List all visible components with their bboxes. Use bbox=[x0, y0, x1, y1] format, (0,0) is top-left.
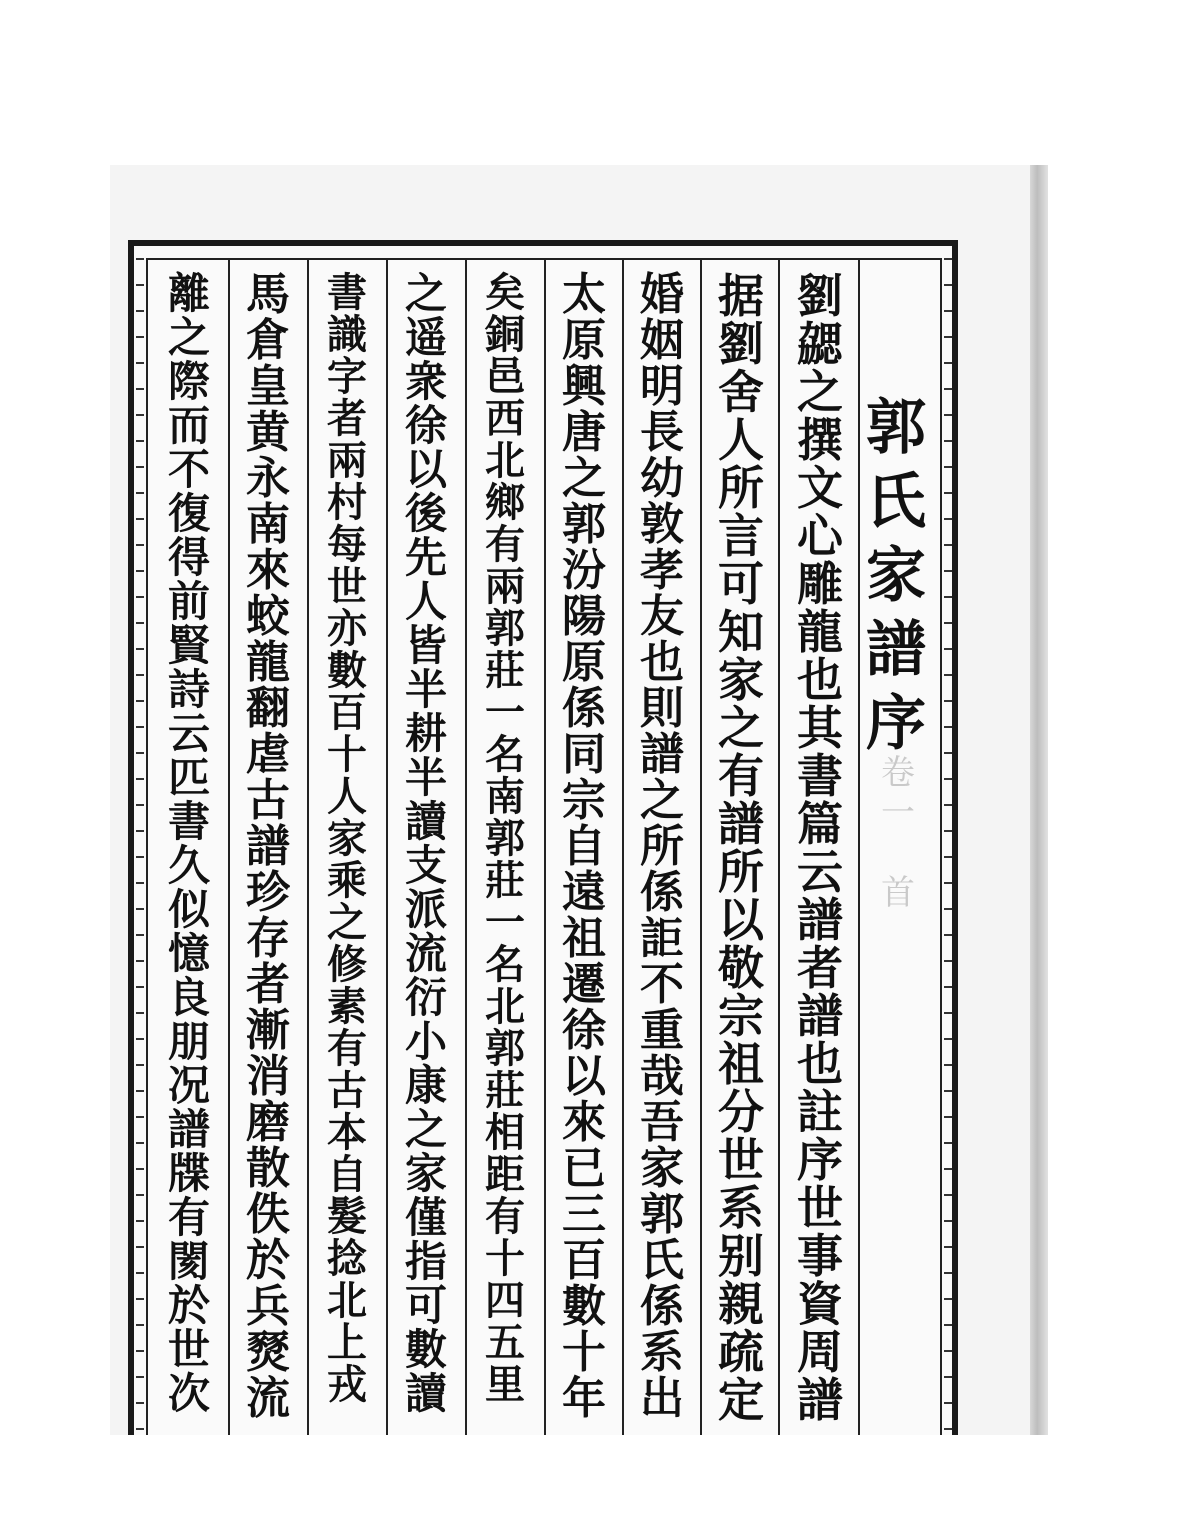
text-character: 譜 bbox=[718, 797, 764, 851]
text-character: 遷 bbox=[562, 959, 606, 1010]
text-character: 郭 bbox=[485, 815, 525, 862]
text-character: 同 bbox=[562, 729, 606, 780]
text-character: 亦 bbox=[327, 605, 367, 652]
text-character: 勰 bbox=[797, 317, 843, 371]
text-character: 家 bbox=[404, 1149, 447, 1198]
text-character: 髮 bbox=[327, 1193, 367, 1240]
text-character: 字 bbox=[327, 353, 367, 400]
text-character: 距 bbox=[485, 1151, 525, 1198]
text-character: 事 bbox=[797, 1229, 843, 1283]
text-character: 之 bbox=[640, 775, 684, 826]
column-rule bbox=[307, 258, 309, 1435]
text-character: 先 bbox=[404, 533, 447, 582]
text-character: 佚 bbox=[246, 1189, 290, 1240]
text-character: 四 bbox=[485, 1277, 525, 1324]
text-character: 也 bbox=[797, 653, 843, 707]
text-character: 敦 bbox=[640, 499, 684, 550]
text-column-4 bbox=[548, 269, 620, 1432]
text-character: 數 bbox=[562, 1281, 606, 1332]
text-character: 兩 bbox=[485, 563, 525, 610]
text-character: 五 bbox=[485, 1319, 525, 1366]
text-character: 之 bbox=[404, 269, 447, 318]
text-character: 良 bbox=[167, 973, 210, 1022]
text-character: 離 bbox=[167, 269, 210, 318]
column-rule bbox=[465, 258, 467, 1435]
text-character: 龍 bbox=[246, 637, 290, 688]
text-character: 雕 bbox=[797, 557, 843, 611]
title-annotation bbox=[878, 745, 918, 913]
text-character: 者 bbox=[327, 395, 367, 442]
text-character: 世 bbox=[167, 1325, 210, 1374]
text-character: 莊 bbox=[485, 857, 525, 904]
text-character: 復 bbox=[167, 489, 210, 538]
text-character: 珍 bbox=[246, 867, 290, 918]
text-character: 疏 bbox=[718, 1325, 764, 1379]
text-character: 宗 bbox=[562, 775, 606, 826]
text-character: 僅 bbox=[404, 1193, 447, 1242]
text-character: 家 bbox=[327, 815, 367, 862]
text-character: 南 bbox=[246, 499, 290, 550]
text-character: 長 bbox=[640, 407, 684, 458]
text-character: 自 bbox=[327, 1151, 367, 1198]
text-character: 消 bbox=[246, 1051, 290, 1102]
text-character: 遥 bbox=[404, 313, 447, 362]
text-column-8 bbox=[232, 269, 304, 1432]
text-character: 則 bbox=[640, 683, 684, 734]
text-character: 系 bbox=[718, 1181, 764, 1235]
text-character: 次 bbox=[167, 1369, 210, 1418]
text-character: 十 bbox=[327, 731, 367, 778]
text-column-7 bbox=[311, 269, 383, 1432]
text-character: 銅 bbox=[485, 311, 525, 358]
text-character: 郭 bbox=[485, 1025, 525, 1072]
text-character: 修 bbox=[327, 941, 367, 988]
text-character: 半 bbox=[404, 753, 447, 802]
text-character: 素 bbox=[327, 983, 367, 1030]
text-character: 憶 bbox=[167, 929, 210, 978]
text-character: 有 bbox=[485, 521, 525, 568]
text-character: 數 bbox=[404, 1325, 447, 1374]
text-column-5 bbox=[469, 269, 541, 1432]
text-character: 篇 bbox=[797, 797, 843, 851]
annotation-character: 卷 bbox=[881, 753, 915, 793]
text-character: 係 bbox=[562, 683, 606, 734]
text-column-3 bbox=[626, 269, 698, 1432]
text-character: 婚 bbox=[640, 269, 684, 320]
text-character: 親 bbox=[718, 1277, 764, 1331]
text-character: 譜 bbox=[797, 893, 843, 947]
text-character: 有 bbox=[485, 1193, 525, 1240]
title-character: 郭 bbox=[866, 393, 926, 463]
text-character: 劉 bbox=[718, 317, 764, 371]
text-character: 重 bbox=[640, 1005, 684, 1056]
text-character: 唐 bbox=[562, 407, 606, 458]
text-character: 知 bbox=[718, 605, 764, 659]
text-character: 康 bbox=[404, 1061, 447, 1110]
text-character: 來 bbox=[246, 545, 290, 596]
text-character: 北 bbox=[485, 437, 525, 484]
text-character: 戎 bbox=[327, 1361, 367, 1408]
text-character: 相 bbox=[485, 1109, 525, 1156]
text-character: 别 bbox=[718, 1229, 764, 1283]
text-character: 流 bbox=[404, 929, 447, 978]
text-character: 指 bbox=[404, 1237, 447, 1286]
text-column-9 bbox=[153, 269, 225, 1432]
text-character: 永 bbox=[246, 453, 290, 504]
text-character: 孝 bbox=[640, 545, 684, 596]
right-margin-ticks bbox=[944, 258, 952, 1435]
text-character: 朋 bbox=[167, 1017, 210, 1066]
text-character: 似 bbox=[167, 885, 210, 934]
text-character: 詎 bbox=[640, 913, 684, 964]
text-character: 以 bbox=[404, 445, 447, 494]
text-character: 敬 bbox=[718, 941, 764, 995]
text-character: 哉 bbox=[640, 1051, 684, 1102]
text-character: 郭 bbox=[640, 1189, 684, 1240]
text-character: 磨 bbox=[246, 1097, 290, 1148]
text-character: 十 bbox=[485, 1235, 525, 1282]
text-character: 皆 bbox=[404, 621, 447, 670]
title-character: 家 bbox=[866, 541, 926, 611]
text-character: 虐 bbox=[246, 729, 290, 780]
left-margin-ticks bbox=[136, 258, 144, 1435]
text-column-2 bbox=[705, 269, 777, 1432]
text-character: 太 bbox=[562, 269, 606, 320]
column-rule bbox=[778, 258, 780, 1435]
column-rule bbox=[228, 258, 230, 1435]
text-character: 所 bbox=[718, 461, 764, 515]
text-character: 祖 bbox=[718, 1037, 764, 1091]
text-character: 心 bbox=[797, 509, 843, 563]
text-column-1 bbox=[784, 269, 856, 1432]
text-character: 邑 bbox=[485, 353, 525, 400]
text-character: 百 bbox=[562, 1235, 606, 1286]
text-character: 衍 bbox=[404, 973, 447, 1022]
document-title bbox=[860, 380, 932, 759]
text-character: 云 bbox=[797, 845, 843, 899]
text-character: 倉 bbox=[246, 315, 290, 366]
text-character: 原 bbox=[562, 637, 606, 688]
text-character: 原 bbox=[562, 315, 606, 366]
text-character: 於 bbox=[246, 1235, 290, 1286]
text-column-6 bbox=[390, 269, 462, 1432]
text-character: 百 bbox=[327, 689, 367, 736]
text-character: 譜 bbox=[167, 1105, 210, 1154]
text-character: 所 bbox=[640, 821, 684, 872]
text-character: 閡 bbox=[167, 1237, 210, 1286]
text-character: 後 bbox=[404, 489, 447, 538]
book-spine-shadow bbox=[1030, 165, 1048, 1435]
text-character: 捻 bbox=[327, 1235, 367, 1282]
text-character: 舍 bbox=[718, 365, 764, 419]
text-character: 已 bbox=[562, 1143, 606, 1194]
text-character: 有 bbox=[167, 1193, 210, 1242]
text-character: 家 bbox=[640, 1143, 684, 1194]
column-rule bbox=[700, 258, 702, 1435]
text-character: 不 bbox=[167, 445, 210, 494]
text-character: 乘 bbox=[327, 857, 367, 904]
text-character: 世 bbox=[718, 1133, 764, 1187]
text-character: 黄 bbox=[246, 407, 290, 458]
text-character: 西 bbox=[485, 395, 525, 442]
text-character: 遠 bbox=[562, 867, 606, 918]
text-character: 匹 bbox=[167, 753, 210, 802]
text-character: 十 bbox=[562, 1327, 606, 1378]
text-character: 前 bbox=[167, 577, 210, 626]
text-character: 云 bbox=[167, 709, 210, 758]
text-character: 古 bbox=[327, 1067, 367, 1114]
text-character: 陽 bbox=[562, 591, 606, 642]
text-character: 徐 bbox=[562, 1005, 606, 1056]
text-character: 友 bbox=[640, 591, 684, 642]
text-character: 村 bbox=[327, 479, 367, 526]
text-character: 兩 bbox=[327, 437, 367, 484]
text-character: 徐 bbox=[404, 401, 447, 450]
text-character: 出 bbox=[640, 1373, 684, 1424]
text-character: 名 bbox=[485, 941, 525, 988]
text-character: 北 bbox=[485, 983, 525, 1030]
text-character: 里 bbox=[485, 1361, 525, 1408]
text-character: 流 bbox=[246, 1373, 290, 1424]
text-character: 系 bbox=[640, 1327, 684, 1378]
text-character: 年 bbox=[562, 1373, 606, 1424]
text-character: 皇 bbox=[246, 361, 290, 412]
text-character: 半 bbox=[404, 665, 447, 714]
text-character: 家 bbox=[718, 653, 764, 707]
text-character: 人 bbox=[327, 773, 367, 820]
text-character: 之 bbox=[404, 1105, 447, 1154]
text-character: 撰 bbox=[797, 413, 843, 467]
text-character: 矣 bbox=[485, 269, 525, 316]
text-character: 詩 bbox=[167, 665, 210, 714]
text-character: 兵 bbox=[246, 1281, 290, 1332]
text-character: 有 bbox=[327, 1025, 367, 1072]
text-character: 譜 bbox=[797, 989, 843, 1043]
text-character: 小 bbox=[404, 1017, 447, 1066]
text-character: 書 bbox=[797, 749, 843, 803]
text-character: 來 bbox=[562, 1097, 606, 1148]
text-character: 莊 bbox=[485, 647, 525, 694]
text-character: 之 bbox=[797, 365, 843, 419]
text-character: 氏 bbox=[640, 1235, 684, 1286]
text-character: 自 bbox=[562, 821, 606, 872]
text-character: 支 bbox=[404, 841, 447, 890]
text-character: 姻 bbox=[640, 315, 684, 366]
text-character: 分 bbox=[718, 1085, 764, 1139]
text-character: 郭 bbox=[485, 605, 525, 652]
text-character: 耕 bbox=[404, 709, 447, 758]
text-character: 幼 bbox=[640, 453, 684, 504]
title-character: 譜 bbox=[866, 615, 926, 685]
text-character: 文 bbox=[797, 461, 843, 515]
text-character: 書 bbox=[327, 269, 367, 316]
text-character: 祖 bbox=[562, 913, 606, 964]
text-character: 衆 bbox=[404, 357, 447, 406]
text-character: 譜 bbox=[246, 821, 290, 872]
text-character: 况 bbox=[167, 1061, 210, 1110]
text-character: 据 bbox=[718, 269, 764, 323]
text-character: 吾 bbox=[640, 1097, 684, 1148]
text-character: 序 bbox=[797, 1133, 843, 1187]
text-character: 言 bbox=[718, 509, 764, 563]
text-character: 識 bbox=[327, 311, 367, 358]
text-character: 馬 bbox=[246, 269, 290, 320]
text-character: 所 bbox=[718, 845, 764, 899]
text-character: 可 bbox=[404, 1281, 447, 1330]
text-character: 可 bbox=[718, 557, 764, 611]
text-character: 有 bbox=[718, 749, 764, 803]
text-character: 之 bbox=[718, 701, 764, 755]
text-character: 世 bbox=[327, 563, 367, 610]
annotation-character: 一 bbox=[881, 793, 915, 833]
text-character: 而 bbox=[167, 401, 210, 450]
text-character: 上 bbox=[327, 1319, 367, 1366]
text-character: 註 bbox=[797, 1085, 843, 1139]
text-character: 每 bbox=[327, 521, 367, 568]
text-character: 譜 bbox=[797, 1373, 843, 1427]
text-character: 定 bbox=[718, 1373, 764, 1427]
text-character: 牒 bbox=[167, 1149, 210, 1198]
text-character: 際 bbox=[167, 357, 210, 406]
text-character: 存 bbox=[246, 913, 290, 964]
text-character: 者 bbox=[246, 959, 290, 1010]
text-character: 係 bbox=[640, 867, 684, 918]
text-character: 明 bbox=[640, 361, 684, 412]
text-character: 得 bbox=[167, 533, 210, 582]
text-character: 書 bbox=[167, 797, 210, 846]
text-character: 之 bbox=[327, 899, 367, 946]
text-character: 以 bbox=[562, 1051, 606, 1102]
text-character: 三 bbox=[562, 1189, 606, 1240]
text-character: 賢 bbox=[167, 621, 210, 670]
text-character: 蛟 bbox=[246, 591, 290, 642]
text-character: 郭 bbox=[562, 499, 606, 550]
text-character: 鄉 bbox=[485, 479, 525, 526]
text-character: 汾 bbox=[562, 545, 606, 596]
text-character: 漸 bbox=[246, 1005, 290, 1056]
title-character: 氏 bbox=[866, 467, 926, 537]
text-character: 興 bbox=[562, 361, 606, 412]
text-character: 名 bbox=[485, 731, 525, 778]
text-character: 劉 bbox=[797, 269, 843, 323]
text-character: 燹 bbox=[246, 1327, 290, 1378]
column-rule bbox=[544, 258, 546, 1435]
text-character: 讀 bbox=[404, 797, 447, 846]
text-character: 人 bbox=[718, 413, 764, 467]
text-character: 之 bbox=[562, 453, 606, 504]
text-character: 於 bbox=[167, 1281, 210, 1330]
text-character: 世 bbox=[797, 1181, 843, 1235]
text-character: 以 bbox=[718, 893, 764, 947]
title-character: 序 bbox=[866, 689, 926, 759]
text-character: 之 bbox=[167, 313, 210, 362]
text-character: 龍 bbox=[797, 605, 843, 659]
text-character: 也 bbox=[797, 1037, 843, 1091]
text-character: 一 bbox=[485, 689, 525, 736]
text-character: 資 bbox=[797, 1277, 843, 1331]
text-character: 其 bbox=[797, 701, 843, 755]
text-character: 古 bbox=[246, 775, 290, 826]
text-character: 一 bbox=[485, 899, 525, 946]
column-rule bbox=[386, 258, 388, 1435]
text-character: 散 bbox=[246, 1143, 290, 1194]
text-character: 翻 bbox=[246, 683, 290, 734]
text-character: 係 bbox=[640, 1281, 684, 1332]
text-character: 久 bbox=[167, 841, 210, 890]
column-rule bbox=[622, 258, 624, 1435]
text-character: 讀 bbox=[404, 1369, 447, 1418]
text-character: 派 bbox=[404, 885, 447, 934]
text-character: 莊 bbox=[485, 1067, 525, 1114]
text-character: 不 bbox=[640, 959, 684, 1010]
text-character: 人 bbox=[404, 577, 447, 626]
text-character: 南 bbox=[485, 773, 525, 820]
text-character: 數 bbox=[327, 647, 367, 694]
text-character: 譜 bbox=[640, 729, 684, 780]
text-character: 北 bbox=[327, 1277, 367, 1324]
text-character: 周 bbox=[797, 1325, 843, 1379]
text-character: 也 bbox=[640, 637, 684, 688]
text-character: 本 bbox=[327, 1109, 367, 1156]
text-character: 者 bbox=[797, 941, 843, 995]
annotation-character: 首 bbox=[881, 873, 915, 913]
text-character: 宗 bbox=[718, 989, 764, 1043]
